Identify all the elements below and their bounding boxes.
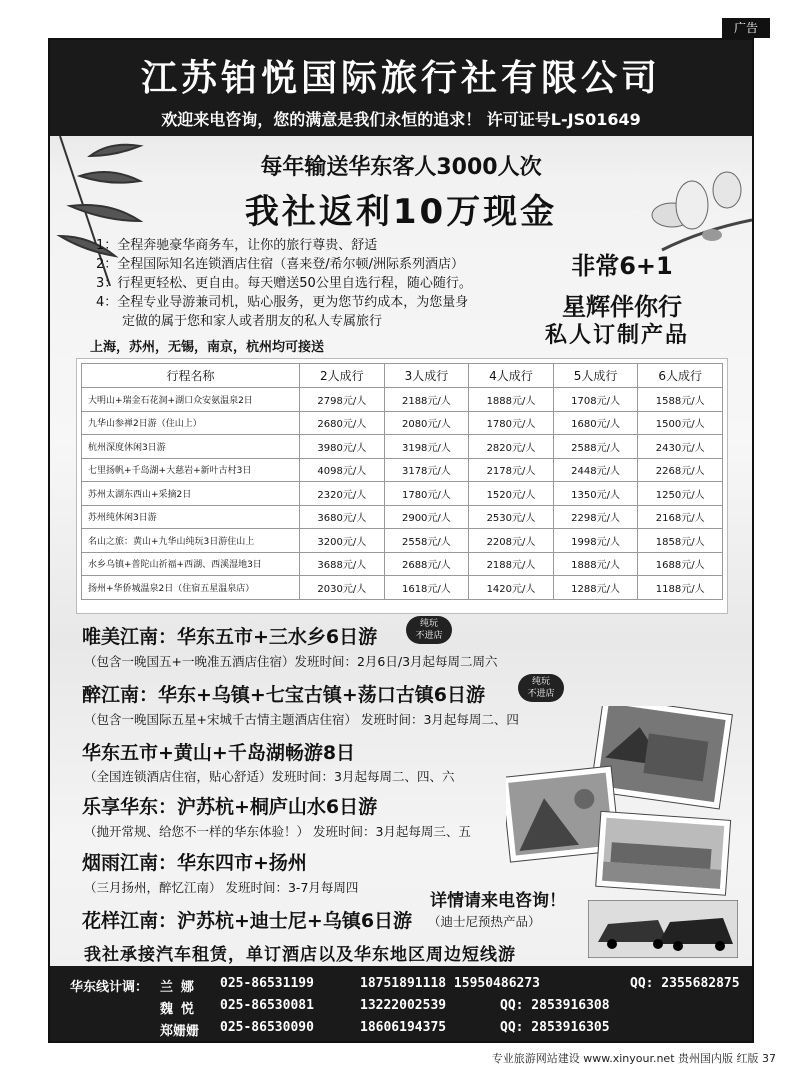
tour-title: 烟雨江南：华东四市+扬州 (82, 852, 307, 874)
contacts-bar (50, 966, 752, 1043)
contact-row (70, 976, 750, 994)
contact-name: 郑姗姗 (160, 1024, 200, 1039)
tour-title: 花样江南：沪苏杭+迪士尼+乌镇6日游 (82, 910, 413, 932)
tour-note: （迪士尼预热产品） (428, 914, 541, 929)
advertisement (48, 38, 754, 1043)
price-cell: 1680元/人 (553, 411, 638, 435)
price-cell: 3178元/人 (384, 458, 469, 482)
feature-item: 1：全程奔驰豪华商务车，让你的旅行尊贵、舒适 (96, 238, 378, 253)
tour-note: （全国连锁酒店住宿，贴心舒适）发班时间：3月起每周二、四、六 (84, 769, 455, 784)
price-cell: 1780元/人 (469, 411, 554, 435)
price-cell: 2798元/人 (300, 388, 385, 412)
side-title-b: 星辉伴你行 (562, 293, 682, 321)
route-name-cell: 水乡乌镇+普陀山祈福+西湖、西溪湿地3日 (82, 552, 300, 576)
contact-tel: 025-86531199 (220, 976, 314, 991)
route-name-cell: 苏州纯休闲3日游 (82, 505, 300, 529)
price-cell: 2178元/人 (469, 458, 554, 482)
table-header: 5人成行 (553, 364, 638, 388)
contact-qq: QQ: 2853916308 (500, 998, 610, 1013)
contact-row (70, 998, 750, 1016)
table-row (82, 482, 723, 506)
side-title (532, 246, 712, 322)
pickup-cities: 上海，苏州，无锡，南京，杭州均可接送 (90, 340, 325, 355)
no-shopping-badge: 纯玩 不进店 (518, 674, 564, 702)
consult-text: 详情请来电咨询！ (430, 891, 566, 911)
price-cell: 1780元/人 (384, 482, 469, 506)
contact-mobile: 18751891118 15950486273 (360, 976, 541, 991)
price-cell: 2530元/人 (469, 505, 554, 529)
contact-name: 魏 悦 (160, 1002, 194, 1017)
promo-line-1: 每年输送华东客人3000人次 (260, 155, 542, 180)
price-cell: 1250元/人 (638, 482, 723, 506)
table-row (82, 576, 723, 600)
route-name-cell: 九华山参禅2日游（住山上） (82, 411, 300, 435)
tour-note: （包含一晚国际五星+宋城千古情主题酒店住宿） 发班时间：3月起每周二、四 (84, 712, 519, 727)
price-cell: 1288元/人 (553, 576, 638, 600)
price-cell: 1350元/人 (553, 482, 638, 506)
price-cell: 1618元/人 (384, 576, 469, 600)
contact-qq: QQ: 2355682875 (630, 976, 740, 991)
price-cell: 1998元/人 (553, 529, 638, 553)
price-cell: 1708元/人 (553, 388, 638, 412)
table-row (82, 435, 723, 459)
price-cell: 3688元/人 (300, 552, 385, 576)
price-cell: 1858元/人 (638, 529, 723, 553)
contacts-label: 华东线计调： (70, 980, 149, 995)
scenery-photos (506, 706, 736, 896)
table-row (82, 529, 723, 553)
price-cell: 2680元/人 (300, 411, 385, 435)
services-line: 我社承接汽车租赁，单订酒店以及华东地区周边短线游 (84, 945, 516, 965)
side-title-a: 非常6+1 (571, 252, 673, 280)
tour-note: （包含一晚国五+一晚准五酒店住宿）发班时间：2月6日/3月起每周二周六 (84, 654, 498, 669)
route-name-cell: 大明山+瑞金石花洞+湖口众安氨温泉2日 (82, 388, 300, 412)
price-cell: 2188元/人 (469, 552, 554, 576)
price-cell: 2188元/人 (384, 388, 469, 412)
feature-item: 3：行程更轻松、更自由。每天赠送50公里自选行程，随心随行。 (96, 276, 472, 291)
price-cell: 1500元/人 (638, 411, 723, 435)
contact-tel: 025-86530090 (220, 1020, 314, 1035)
price-cell: 1588元/人 (638, 388, 723, 412)
contact-mobile: 13222002539 (360, 998, 447, 1013)
price-cell: 2168元/人 (638, 505, 723, 529)
price-cell: 3198元/人 (384, 435, 469, 459)
price-cell: 2900元/人 (384, 505, 469, 529)
price-cell: 3680元/人 (300, 505, 385, 529)
price-cell: 2448元/人 (553, 458, 638, 482)
price-cell: 2208元/人 (469, 529, 554, 553)
price-cell: 3980元/人 (300, 435, 385, 459)
price-cell: 2320元/人 (300, 482, 385, 506)
feature-item: 定做的属于您和家人或者朋友的私人专属旅行 (122, 314, 383, 329)
route-name-cell: 七里扬帆+千岛湖+大慈岩+新叶古村3日 (82, 458, 300, 482)
table-row (82, 411, 723, 435)
price-table (76, 358, 728, 614)
price-cell: 2298元/人 (553, 505, 638, 529)
tour-note: （三月扬州，醉忆江南） 发班时间：3-7月每周四 (84, 880, 359, 895)
route-name-cell: 杭州深度休闲3日游 (82, 435, 300, 459)
price-cell: 2080元/人 (384, 411, 469, 435)
table-header: 6人成行 (638, 364, 723, 388)
company-name: 江苏铂悦国际旅行社有限公司 (140, 58, 661, 99)
price-cell: 1420元/人 (469, 576, 554, 600)
tour-title: 乐享华东：沪苏杭+桐庐山水6日游 (82, 796, 378, 818)
contact-tel: 025-86530081 (220, 998, 314, 1013)
table-header: 2人成行 (300, 364, 385, 388)
page-footer: 专业旅游网站建设 www.xinyour.net 贵州国内版 红版 37 (491, 1052, 776, 1065)
table-header: 3人成行 (384, 364, 469, 388)
table-row (82, 388, 723, 412)
price-cell: 2820元/人 (469, 435, 554, 459)
contact-name: 兰 娜 (160, 980, 194, 995)
feature-item: 4：全程专业导游兼司机，贴心服务，更为您节约成本，为您量身 (96, 295, 469, 310)
tour-note: （抛开常规、给您不一样的华东体验！） 发班时间：3月起每周三、五 (84, 824, 471, 839)
route-name-cell: 扬州+华侨城温泉2日（住宿五星温泉店） (82, 576, 300, 600)
price-cell: 1688元/人 (638, 552, 723, 576)
table-row (82, 552, 723, 576)
price-cell: 2688元/人 (384, 552, 469, 576)
price-cell: 1888元/人 (553, 552, 638, 576)
price-cell: 2588元/人 (553, 435, 638, 459)
table-row (82, 458, 723, 482)
header (50, 40, 752, 136)
price-cell: 1888元/人 (469, 388, 554, 412)
table-row (82, 505, 723, 529)
ad-tag: 广告 (722, 18, 770, 38)
feature-item: 2：全程国际知名连锁酒店住宿（喜来登/希尔顿/洲际系列酒店） (96, 257, 465, 272)
price-cell: 2030元/人 (300, 576, 385, 600)
table-header-row (82, 364, 723, 388)
price-cell: 1188元/人 (638, 576, 723, 600)
route-name-cell: 名山之旅：黄山+九华山纯玩3日游住山上 (82, 529, 300, 553)
route-name-cell: 苏州太湖东西山+采摘2日 (82, 482, 300, 506)
feature-list (96, 236, 556, 331)
no-shopping-badge: 纯玩 不进店 (406, 616, 452, 644)
table-header: 行程名称 (82, 364, 300, 388)
price-cell: 4098元/人 (300, 458, 385, 482)
tour-title: 醉江南：华东+乌镇+七宝古镇+荡口古镇6日游 (82, 684, 485, 706)
table-header: 4人成行 (469, 364, 554, 388)
price-cell: 2430元/人 (638, 435, 723, 459)
price-cell: 1520元/人 (469, 482, 554, 506)
slogan: 欢迎来电咨询，您的满意是我们永恒的追求！ 许可证号L-JS01649 (161, 110, 641, 129)
promo-line-2: 我社返利10万现金 (244, 192, 558, 232)
cars-photo (588, 900, 738, 958)
contact-mobile: 18606194375 (360, 1020, 447, 1035)
contact-qq: QQ: 2853916305 (500, 1020, 610, 1035)
contact-row (70, 1020, 750, 1038)
price-cell: 2268元/人 (638, 458, 723, 482)
tour-title: 华东五市+黄山+千岛湖畅游8日 (82, 742, 356, 764)
price-cell: 2558元/人 (384, 529, 469, 553)
private-custom-label: 私人订制产品 (544, 323, 689, 348)
price-cell: 3200元/人 (300, 529, 385, 553)
tour-title: 唯美江南：华东五市+三水乡6日游 (82, 626, 378, 648)
